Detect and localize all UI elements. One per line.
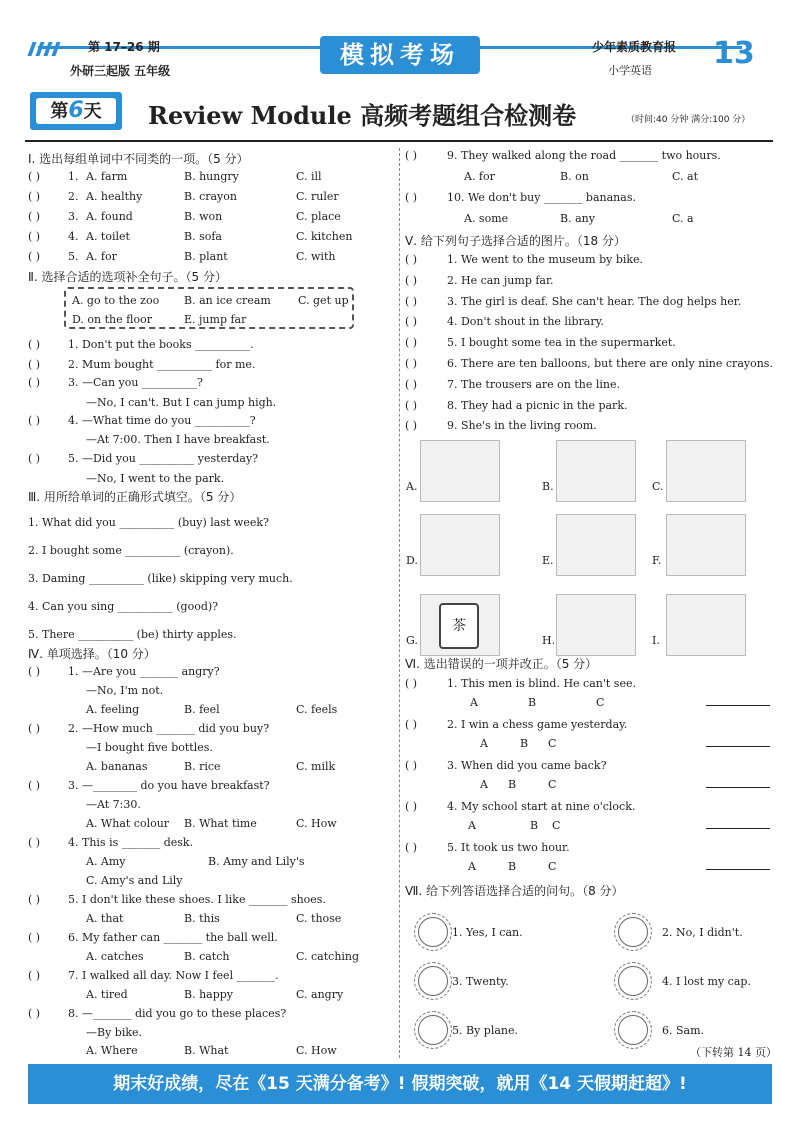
day-label: 第6天 [36,98,116,124]
answer-paren[interactable]: ( ) [405,677,418,690]
error-marker: B [520,737,529,750]
answer: 1. Yes, I can. [452,926,523,939]
question: 4. —What time do you __________? [68,414,256,427]
option: B. an ice cream [184,294,271,307]
exam-meta: （时间:40 分钟 满分:100 分） [626,115,751,125]
question: 2. —How much _______ did you buy? [68,722,270,735]
answer-paren[interactable]: ( ) [405,398,418,412]
picture-e [556,514,636,576]
error-marker: A [480,737,488,750]
choice: A. catches [86,950,144,963]
subject-label: 小学英语 [608,64,652,77]
question-number: 4. [68,230,79,243]
error-marker: A [470,696,478,709]
correction-blank[interactable] [706,828,770,829]
question: —No, I went to the park. [86,472,225,485]
question: 2. He can jump far. [447,273,554,287]
picture-h [556,594,636,656]
answer-paren[interactable]: ( ) [28,665,41,678]
choice: —At 7:30. [86,798,141,811]
picture-d [420,514,500,576]
choice: C. at [672,170,698,183]
answer-paren[interactable]: ( ) [28,969,41,982]
answer-flower[interactable] [618,966,648,996]
answer-flower[interactable] [418,917,448,947]
question: 8. They had a picnic in the park. [447,398,628,412]
question-number: 5. [68,250,79,263]
choice: A. some [464,212,509,225]
choice: A. toilet [86,230,130,243]
option: C. get up [298,294,349,307]
question: 6. There are ten balloons, but there are only nine crayons. [447,357,773,370]
footer-banner: 期末好成绩，尽在《15 天满分备考》! 假期突破，就用《14 天假期赶超》! [28,1064,772,1104]
error-marker: B [508,860,517,873]
error-marker: C [548,860,557,873]
answer-paren[interactable]: ( ) [405,336,418,350]
question: 10. We don't buy _______ bananas. [447,191,636,204]
choice: B. this [184,912,220,925]
picture-label: A. [406,480,418,493]
choice: C. with [296,250,336,263]
question: 2. I win a chess game yesterday. [447,718,628,731]
answer-paren[interactable]: ( ) [28,722,41,735]
option: A. go to the zoo [72,294,160,307]
choice: B. hungry [184,170,239,183]
choice: A. for [464,170,495,183]
answer: 2. No, I didn't. [662,926,743,939]
picture-f [666,514,746,576]
question: 1. Don't put the books __________. [68,338,254,351]
choice: C. ill [296,170,322,183]
picture-label: D. [406,554,418,567]
answer-paren[interactable]: ( ) [28,230,41,243]
choice: C. place [296,210,341,223]
question: 5. It took us two hour. [447,841,570,854]
answer-flower[interactable] [618,917,648,947]
choice: C. kitchen [296,230,353,243]
section-6-heading: Ⅵ. 选出错误的一项并改正。（5 分） [405,657,598,671]
error-marker: C [596,696,605,709]
question: 4. This is _______ desk. [68,836,194,849]
picture-label: B. [542,480,554,493]
question: 1. What did you __________ (buy) last week? [28,516,269,529]
error-marker: A [468,819,476,832]
choice: A. feeling [86,703,140,716]
choice: B. feel [184,703,220,716]
picture-g [420,594,500,656]
section-4-heading: Ⅳ. 单项选择。（10 分） [28,647,156,661]
choice: B. Amy and Lily's [208,855,305,868]
choice: A. What colour [86,817,170,830]
error-marker: A [468,860,476,873]
picture-label: H. [542,634,556,647]
choice: A. found [86,210,133,223]
answer-paren[interactable]: ( ) [405,315,418,329]
answer-paren[interactable]: ( ) [28,414,41,427]
picture-label: C. [652,480,664,493]
edition-label: 外研三起版 五年级 [70,64,171,78]
choice: B. catch [184,950,230,963]
choice: —No, I'm not. [86,684,164,697]
question: 3. —________ do you have breakfast? [68,779,270,792]
error-marker: B [528,696,537,709]
page-number: 13 [713,36,755,71]
question: —No, I can't. But I can jump high. [86,396,277,409]
answer-paren[interactable]: ( ) [28,1007,41,1020]
choice: C. a [672,212,694,225]
section-5-heading: Ⅴ. 给下列句子选择合适的图片。（18 分） [405,234,626,248]
answer-paren[interactable]: ( ) [405,800,418,813]
question: 1. This men is blind. He can't see. [447,677,636,690]
answer-paren[interactable]: ( ) [28,376,41,389]
answer-paren[interactable]: ( ) [28,358,41,371]
question: 9. She's in the living room. [447,419,597,433]
header-stripe [51,42,60,56]
question: 9. They walked along the road _______ two hours. [447,149,721,162]
answer-paren[interactable]: ( ) [405,759,418,772]
page-title: Review Module 高频考题组合检测卷 [148,101,577,130]
question: 2. I bought some __________ (crayon). [28,544,234,557]
picture-a [420,440,500,502]
banner: 模拟考场 [320,36,480,74]
answer-paren[interactable]: ( ) [28,338,41,351]
answer: 5. By plane. [452,1024,518,1037]
question: 3. —Can you __________? [68,376,203,389]
choice: A. for [86,250,117,263]
question: 4. Don't shout in the library. [447,315,604,329]
continued-note: （下转第 14 页） [690,1046,777,1059]
section-7-heading: Ⅶ. 给下列答语选择合适的问句。（8 分） [405,884,624,898]
picture-i [666,594,746,656]
answer-paren[interactable]: ( ) [405,377,418,391]
answer-paren[interactable]: ( ) [28,170,41,183]
answer-paren[interactable]: ( ) [28,190,41,203]
choice: A. tired [86,988,128,1001]
question: 4. Can you sing __________ (good)? [28,600,219,613]
choice: A. Amy [86,855,126,868]
choice: —I bought five bottles. [86,741,213,754]
answer-paren[interactable]: ( ) [405,419,418,433]
choice: A. Where [86,1044,138,1057]
question: 1. —Are you _______ angry? [68,665,220,678]
choice: A. healthy [86,190,143,203]
choice: B. sofa [184,230,222,243]
choice: C. milk [296,760,336,773]
question: 8. —_______ did you go to these places? [68,1007,287,1020]
error-marker: B [508,778,517,791]
choice: —By bike. [86,1026,143,1039]
question: 6. My father can _______ the ball well. [68,931,278,944]
choice: C. those [296,912,342,925]
answer-paren[interactable]: ( ) [405,841,418,854]
choice: B. on [560,170,589,183]
answer-paren[interactable]: ( ) [28,452,41,465]
choice: A. bananas [86,760,148,773]
choice: B. any [560,212,595,225]
question: 5. There __________ (be) thirty apples. [28,628,237,641]
question: 5. I don't like these shoes. I like _______ shoes. [68,893,326,906]
choice: B. What [184,1044,229,1057]
question: 1. We went to the museum by bike. [447,253,644,266]
question: 7. The trousers are on the line. [447,377,621,391]
answer-paren[interactable]: ( ) [405,718,418,731]
answer-paren[interactable]: ( ) [405,357,418,370]
question: 3. Daming __________ (like) skipping very much. [28,572,293,585]
choice: B. plant [184,250,228,263]
choice: C. feels [296,703,338,716]
choice: C. angry [296,988,344,1001]
option: E. jump far [184,313,247,326]
choice: C. Amy's and Lily [86,874,183,887]
choice: B. rice [184,760,221,773]
correction-blank[interactable] [706,787,770,788]
answer-paren[interactable]: ( ) [405,149,418,162]
picture-label: G. [406,634,418,647]
choice: B. crayon [184,190,237,203]
answer-flower[interactable] [618,1015,648,1045]
choice: C. ruler [296,190,339,203]
answer-flower[interactable] [418,1015,448,1045]
tea-can-label: 茶 [439,603,479,649]
answer-paren[interactable]: ( ) [28,250,41,263]
question-number: 3. [68,210,79,223]
choice: B. happy [184,988,234,1001]
section-1-heading: Ⅰ. 选出每组单词中不同类的一项。（5 分） [28,152,249,166]
answer-paren[interactable]: ( ) [28,779,41,792]
answer-paren[interactable]: ( ) [28,210,41,223]
answer-paren[interactable]: ( ) [405,253,418,266]
title-rule [25,140,773,142]
question: 5. —Did you __________ yesterday? [68,452,259,465]
choice: C. catching [296,950,360,963]
section-2-heading: Ⅱ. 选择合适的选项补全句子。（5 分） [28,270,227,284]
choice: C. How [296,817,337,830]
answer-paren[interactable]: ( ) [405,273,418,287]
choice: B. What time [184,817,257,830]
answer-paren[interactable]: ( ) [28,893,41,906]
choice: A. farm [86,170,128,183]
picture-label: F. [652,554,662,567]
option: D. on the floor [72,313,152,326]
answer-paren[interactable]: ( ) [28,836,41,849]
question: 3. The girl is deaf. She can't hear. The dog helps her. [447,294,742,308]
picture-label: E. [542,554,554,567]
question-number: 1. [68,170,79,183]
answer-paren[interactable]: ( ) [28,931,41,944]
error-marker: C [548,778,557,791]
question: 5. I bought some tea in the supermarket. [447,336,676,350]
paper-name: 少年素质教育报 [592,40,677,54]
error-marker: C [548,737,557,750]
column-divider [399,148,400,1058]
choice: B. won [184,210,223,223]
correction-blank[interactable] [706,705,770,706]
answer-paren[interactable]: ( ) [405,294,418,308]
choice: C. How [296,1044,337,1057]
error-marker: B [530,819,539,832]
answer: 3. Twenty. [452,975,509,988]
correction-blank[interactable] [706,746,770,747]
answer: 4. I lost my cap. [662,975,751,988]
correction-blank[interactable] [706,869,770,870]
answer-flower[interactable] [418,966,448,996]
issue-label: 第 17–26 期 [88,40,160,54]
question: 2. Mum bought __________ for me. [68,358,256,371]
answer-paren[interactable]: ( ) [405,191,418,204]
picture-b [556,440,636,502]
answer: 6. Sam. [662,1024,705,1037]
section-3-heading: Ⅲ. 用所给单词的正确形式填空。（5 分） [28,490,242,504]
question: 7. I walked all day. Now I feel _______. [68,969,279,982]
choice: A. that [86,912,124,925]
picture-c [666,440,746,502]
picture-label: I. [652,634,660,647]
question: —At 7:00. Then I have breakfast. [86,433,270,446]
question: 4. My school start at nine o'clock. [447,800,636,813]
question: 3. When did you came back? [447,759,607,772]
error-marker: A [480,778,488,791]
error-marker: C [552,819,561,832]
question-number: 2. [68,190,79,203]
